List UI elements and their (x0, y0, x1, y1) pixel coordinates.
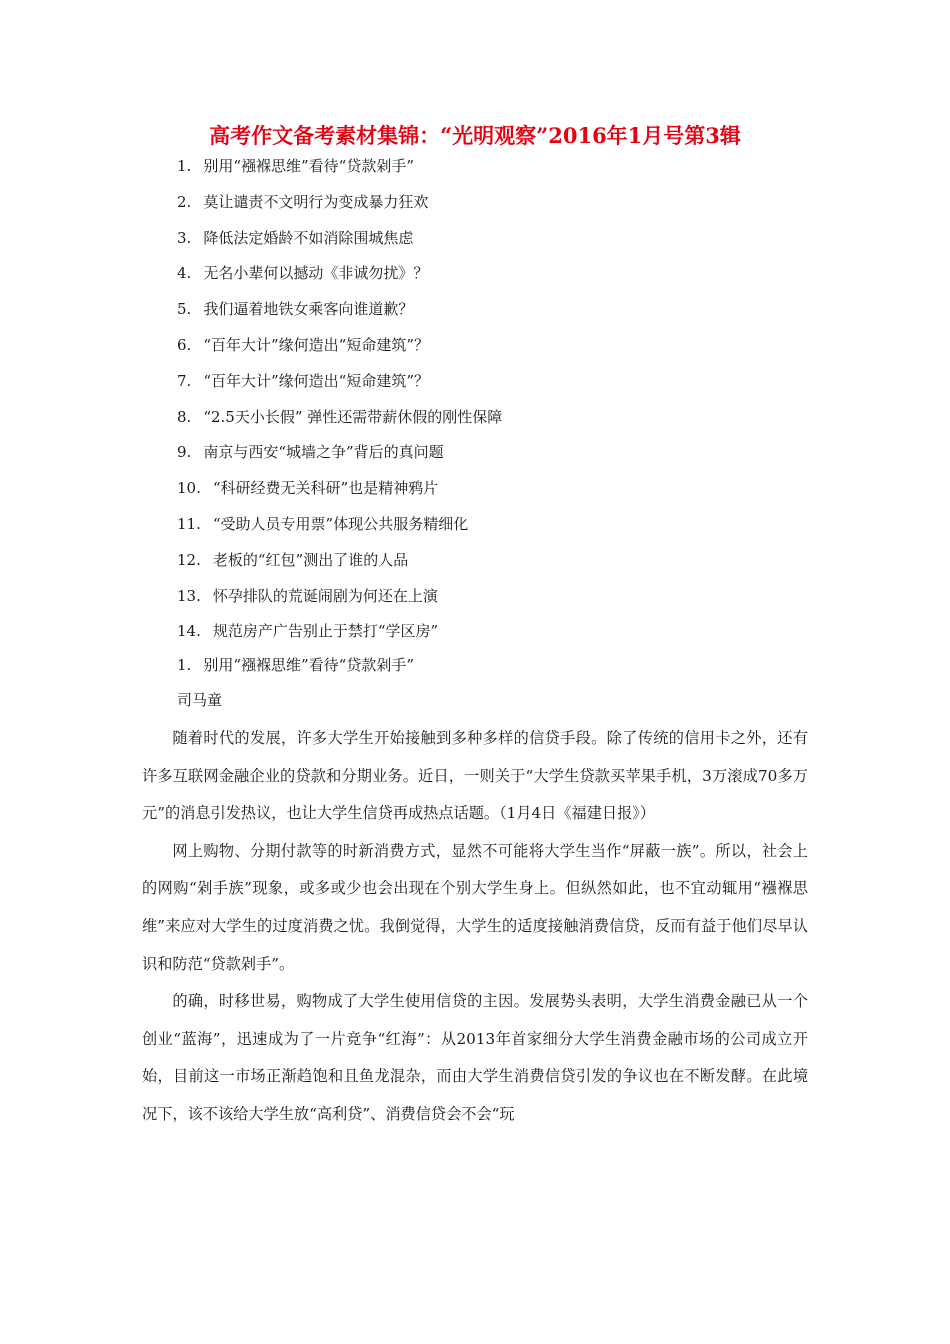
toc-item (177, 292, 502, 328)
toc-item-number: 12. (177, 550, 201, 569)
toc-item-number: 11. (177, 514, 201, 533)
toc-item-text: “百年大计”缘何造出“短命建筑”？ (203, 371, 429, 390)
article-body (142, 720, 808, 1134)
toc-item-text: 莫让谴责不文明行为变成暴力狂欢 (203, 192, 429, 211)
toc-item-text: 别用“襁褓思维”看待“贷款剁手” (203, 157, 414, 175)
toc-item (177, 543, 502, 579)
toc-item (177, 614, 502, 650)
toc-item-number: 1. (177, 157, 192, 175)
article-title-text: 别用“襁褓思维”看待“贷款剁手” (203, 656, 414, 674)
toc-item-number: 3. (177, 228, 192, 247)
toc-item-number: 7. (177, 371, 192, 390)
toc-item-number: 8. (177, 407, 192, 426)
document-title: 高考作文备考素材集锦：“光明观察”2016年1月号第3辑 (209, 123, 741, 148)
paragraph: 的确，时移世易，购物成了大学生使用信贷的主因。发展势头表明，大学生消费金融已从一个创业“蓝海”，迅速成为了一片竞争“红海”：从2013年首家细分大学生消费金融市场的公司成立开始，目前这一市场正渐趋饱和且鱼龙混杂，而由大学生消费信贷引发的争议也在不断发酵。在此境况下，该不该给大学生放“高利贷”、消费信贷会不会“玩 (142, 992, 808, 1123)
toc-item (177, 435, 502, 471)
toc-item (177, 256, 502, 292)
table-of-contents (177, 149, 502, 650)
toc-item (177, 149, 502, 185)
toc-item-text: “百年大计”缘何造出“短命建筑”？ (203, 335, 429, 354)
toc-item-text: 规范房产广告别止于禁打“学区房” (212, 622, 439, 641)
toc-item-number: 4. (177, 264, 192, 283)
toc-item-number: 2. (177, 192, 192, 211)
toc-item (177, 328, 502, 364)
toc-item (177, 579, 502, 615)
toc-item-text: “受助人员专用票”体现公共服务精细化 (212, 514, 469, 533)
toc-item (177, 364, 502, 400)
paragraph: 随着时代的发展，许多大学生开始接触到多种多样的信贷手段。除了传统的信用卡之外，还有许多互联网金融企业的贷款和分期业务。近日，一则关于“大学生贷款买苹果手机，3万滚成70多万元”的消息引发热议，也让大学生信贷再成热点话题。（1月4日《福建日报》） (142, 729, 808, 823)
toc-item-number: 14. (177, 622, 201, 641)
toc-item (177, 221, 502, 257)
toc-item-number: 9. (177, 443, 192, 462)
toc-item-text: 降低法定婚龄不如消除围城焦虑 (203, 228, 414, 247)
article-title (177, 650, 414, 680)
toc-item (177, 185, 502, 221)
article-number: 1. (177, 656, 192, 674)
toc-item-text: “科研经费无关科研”也是精神鸦片 (212, 479, 439, 498)
toc-item (177, 400, 502, 436)
toc-item-text: “2.5天小长假” 弹性还需带薪休假的刚性保障 (203, 407, 503, 426)
toc-item (177, 507, 502, 543)
article-author: 司马童 (177, 691, 223, 709)
toc-item-text: 无名小辈何以撼动《非诚勿扰》？ (203, 264, 429, 283)
toc-item-number: 10. (177, 479, 201, 498)
toc-item-number: 13. (177, 586, 201, 605)
toc-item-number: 5. (177, 300, 192, 319)
paragraph: 网上购物、分期付款等的时新消费方式，显然不可能将大学生当作“屏蔽一族”。所以，社会上的网购“剁手族”现象，或多或少也会出现在个别大学生身上。但纵然如此，也不宜动辄用“襁褓思维”来应对大学生的过度消费之忧。我倒觉得，大学生的适度接触消费信贷，反而有益于他们尽早认识和防范“贷款剁手”。 (142, 841, 808, 973)
toc-item (177, 471, 502, 507)
toc-item-text: 我们逼着地铁女乘客向谁道歉？ (203, 300, 414, 319)
toc-item-text: 老板的“红包”测出了谁的人品 (212, 550, 409, 569)
toc-item-number: 6. (177, 335, 192, 354)
toc-item-text: 怀孕排队的荒诞闹剧为何还在上演 (212, 586, 438, 605)
toc-item-text: 南京与西安“城墙之争”背后的真问题 (203, 443, 444, 462)
